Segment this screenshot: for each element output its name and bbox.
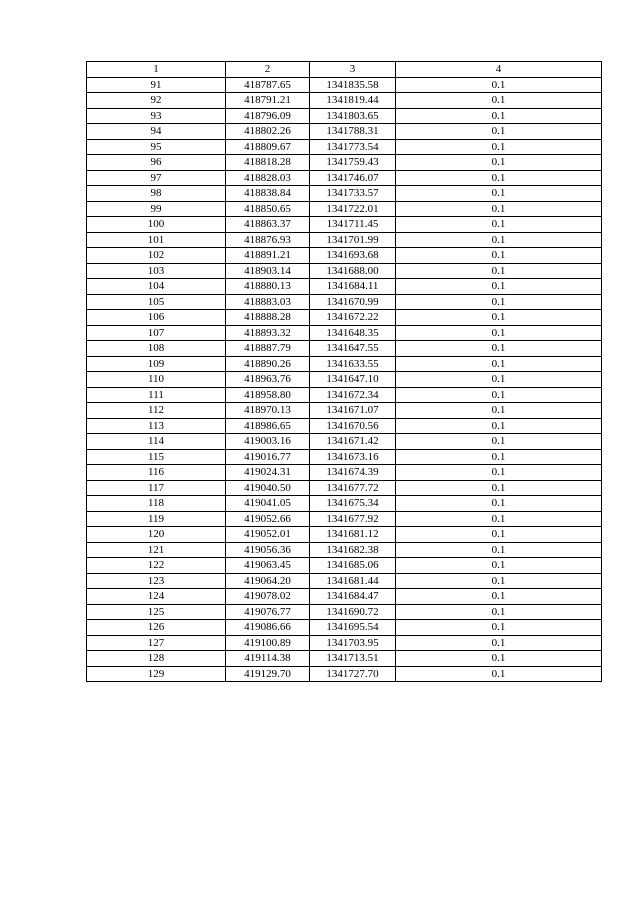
x-coordinate-cell: 418876.93 (226, 232, 310, 248)
value-cell: 0.1 (396, 465, 602, 481)
y-coordinate-cell: 1341670.56 (310, 418, 396, 434)
value-cell: 0.1 (396, 108, 602, 124)
point-number-cell: 126 (87, 620, 226, 636)
point-number-cell: 129 (87, 666, 226, 682)
x-coordinate-cell: 418903.14 (226, 263, 310, 279)
table-row (87, 155, 602, 171)
table-row (87, 356, 602, 372)
value-cell: 0.1 (396, 589, 602, 605)
value-cell: 0.1 (396, 356, 602, 372)
table-row (87, 558, 602, 574)
point-number-cell: 116 (87, 465, 226, 481)
y-coordinate-cell: 1341711.45 (310, 217, 396, 233)
point-number-cell: 123 (87, 573, 226, 589)
header-cell-2: 2 (226, 62, 310, 78)
y-coordinate-cell: 1341733.57 (310, 186, 396, 202)
point-number-cell: 94 (87, 124, 226, 140)
y-coordinate-cell: 1341648.35 (310, 325, 396, 341)
y-coordinate-cell: 1341633.55 (310, 356, 396, 372)
y-coordinate-cell: 1341647.55 (310, 341, 396, 357)
point-number-cell: 107 (87, 325, 226, 341)
x-coordinate-cell: 418890.26 (226, 356, 310, 372)
value-cell: 0.1 (396, 418, 602, 434)
table-header (87, 62, 602, 78)
header-cell-3: 3 (310, 62, 396, 78)
value-cell: 0.1 (396, 310, 602, 326)
point-number-cell: 92 (87, 93, 226, 109)
y-coordinate-cell: 1341677.92 (310, 511, 396, 527)
point-number-cell: 114 (87, 434, 226, 450)
value-cell: 0.1 (396, 124, 602, 140)
point-number-cell: 97 (87, 170, 226, 186)
x-coordinate-cell: 419076.77 (226, 604, 310, 620)
y-coordinate-cell: 1341713.51 (310, 651, 396, 667)
point-number-cell: 109 (87, 356, 226, 372)
point-number-cell: 119 (87, 511, 226, 527)
y-coordinate-cell: 1341701.99 (310, 232, 396, 248)
value-cell: 0.1 (396, 527, 602, 543)
value-cell: 0.1 (396, 620, 602, 636)
value-cell: 0.1 (396, 93, 602, 109)
point-number-cell: 104 (87, 279, 226, 295)
table-row (87, 589, 602, 605)
header-cell-4: 4 (396, 62, 602, 78)
x-coordinate-cell: 418888.28 (226, 310, 310, 326)
table-row (87, 480, 602, 496)
point-number-cell: 122 (87, 558, 226, 574)
value-cell: 0.1 (396, 496, 602, 512)
point-number-cell: 121 (87, 542, 226, 558)
table-row (87, 93, 602, 109)
table-row (87, 139, 602, 155)
x-coordinate-cell: 418791.21 (226, 93, 310, 109)
point-number-cell: 110 (87, 372, 226, 388)
value-cell: 0.1 (396, 372, 602, 388)
y-coordinate-cell: 1341682.38 (310, 542, 396, 558)
point-number-cell: 102 (87, 248, 226, 264)
y-coordinate-cell: 1341759.43 (310, 155, 396, 171)
x-coordinate-cell: 418963.76 (226, 372, 310, 388)
x-coordinate-cell: 418796.09 (226, 108, 310, 124)
value-cell: 0.1 (396, 511, 602, 527)
x-coordinate-cell: 418970.13 (226, 403, 310, 419)
table-row (87, 124, 602, 140)
x-coordinate-cell: 418838.84 (226, 186, 310, 202)
value-cell: 0.1 (396, 666, 602, 682)
x-coordinate-cell: 419078.02 (226, 589, 310, 605)
table-row (87, 279, 602, 295)
point-number-cell: 105 (87, 294, 226, 310)
point-number-cell: 111 (87, 387, 226, 403)
value-cell: 0.1 (396, 294, 602, 310)
value-cell: 0.1 (396, 635, 602, 651)
point-number-cell: 106 (87, 310, 226, 326)
x-coordinate-cell: 418958.80 (226, 387, 310, 403)
x-coordinate-cell: 418818.28 (226, 155, 310, 171)
table-row (87, 449, 602, 465)
point-number-cell: 112 (87, 403, 226, 419)
value-cell: 0.1 (396, 558, 602, 574)
header-cell-1: 1 (87, 62, 226, 78)
value-cell: 0.1 (396, 341, 602, 357)
value-cell: 0.1 (396, 480, 602, 496)
table-row (87, 217, 602, 233)
table-row (87, 263, 602, 279)
value-cell: 0.1 (396, 186, 602, 202)
point-number-cell: 100 (87, 217, 226, 233)
y-coordinate-cell: 1341671.42 (310, 434, 396, 450)
table-row (87, 542, 602, 558)
point-number-cell: 101 (87, 232, 226, 248)
table-row (87, 604, 602, 620)
value-cell: 0.1 (396, 232, 602, 248)
x-coordinate-cell: 419052.01 (226, 527, 310, 543)
table-row (87, 403, 602, 419)
x-coordinate-cell: 418802.26 (226, 124, 310, 140)
coordinates-table (86, 61, 602, 682)
value-cell: 0.1 (396, 77, 602, 93)
point-number-cell: 115 (87, 449, 226, 465)
y-coordinate-cell: 1341672.34 (310, 387, 396, 403)
y-coordinate-cell: 1341672.22 (310, 310, 396, 326)
table-row (87, 635, 602, 651)
x-coordinate-cell: 419052.66 (226, 511, 310, 527)
table-row (87, 201, 602, 217)
table-row (87, 310, 602, 326)
x-coordinate-cell: 418883.03 (226, 294, 310, 310)
y-coordinate-cell: 1341677.72 (310, 480, 396, 496)
y-coordinate-cell: 1341803.65 (310, 108, 396, 124)
x-coordinate-cell: 419063.45 (226, 558, 310, 574)
y-coordinate-cell: 1341684.47 (310, 589, 396, 605)
y-coordinate-cell: 1341670.99 (310, 294, 396, 310)
point-number-cell: 93 (87, 108, 226, 124)
y-coordinate-cell: 1341673.16 (310, 449, 396, 465)
table-row (87, 465, 602, 481)
y-coordinate-cell: 1341788.31 (310, 124, 396, 140)
y-coordinate-cell: 1341647.10 (310, 372, 396, 388)
x-coordinate-cell: 419003.16 (226, 434, 310, 450)
value-cell: 0.1 (396, 170, 602, 186)
table-row (87, 232, 602, 248)
x-coordinate-cell: 419064.20 (226, 573, 310, 589)
point-number-cell: 98 (87, 186, 226, 202)
x-coordinate-cell: 419040.50 (226, 480, 310, 496)
point-number-cell: 127 (87, 635, 226, 651)
value-cell: 0.1 (396, 604, 602, 620)
table-row (87, 372, 602, 388)
point-number-cell: 124 (87, 589, 226, 605)
value-cell: 0.1 (396, 403, 602, 419)
table-row (87, 434, 602, 450)
header-row (87, 62, 602, 78)
table-row (87, 651, 602, 667)
x-coordinate-cell: 418891.21 (226, 248, 310, 264)
table-row (87, 170, 602, 186)
point-number-cell: 103 (87, 263, 226, 279)
point-number-cell: 113 (87, 418, 226, 434)
table-row (87, 418, 602, 434)
value-cell: 0.1 (396, 542, 602, 558)
table-row (87, 325, 602, 341)
table-row (87, 496, 602, 512)
table-row (87, 620, 602, 636)
value-cell: 0.1 (396, 387, 602, 403)
x-coordinate-cell: 418887.79 (226, 341, 310, 357)
value-cell: 0.1 (396, 248, 602, 264)
y-coordinate-cell: 1341688.00 (310, 263, 396, 279)
table-row (87, 527, 602, 543)
table-row (87, 186, 602, 202)
value-cell: 0.1 (396, 155, 602, 171)
table-row (87, 573, 602, 589)
table-row (87, 77, 602, 93)
table-row (87, 108, 602, 124)
x-coordinate-cell: 419056.36 (226, 542, 310, 558)
y-coordinate-cell: 1341684.11 (310, 279, 396, 295)
x-coordinate-cell: 418986.65 (226, 418, 310, 434)
table-row (87, 387, 602, 403)
x-coordinate-cell: 418809.67 (226, 139, 310, 155)
x-coordinate-cell: 418850.65 (226, 201, 310, 217)
y-coordinate-cell: 1341681.12 (310, 527, 396, 543)
y-coordinate-cell: 1341819.44 (310, 93, 396, 109)
y-coordinate-cell: 1341746.07 (310, 170, 396, 186)
x-coordinate-cell: 419100.89 (226, 635, 310, 651)
table-row (87, 666, 602, 682)
point-number-cell: 120 (87, 527, 226, 543)
value-cell: 0.1 (396, 263, 602, 279)
table-row (87, 511, 602, 527)
value-cell: 0.1 (396, 434, 602, 450)
y-coordinate-cell: 1341695.54 (310, 620, 396, 636)
y-coordinate-cell: 1341722.01 (310, 201, 396, 217)
y-coordinate-cell: 1341671.07 (310, 403, 396, 419)
x-coordinate-cell: 418787.65 (226, 77, 310, 93)
table-row (87, 341, 602, 357)
value-cell: 0.1 (396, 325, 602, 341)
value-cell: 0.1 (396, 217, 602, 233)
x-coordinate-cell: 419114.38 (226, 651, 310, 667)
y-coordinate-cell: 1341685.06 (310, 558, 396, 574)
point-number-cell: 128 (87, 651, 226, 667)
y-coordinate-cell: 1341835.58 (310, 77, 396, 93)
point-number-cell: 118 (87, 496, 226, 512)
x-coordinate-cell: 418828.03 (226, 170, 310, 186)
value-cell: 0.1 (396, 449, 602, 465)
y-coordinate-cell: 1341674.39 (310, 465, 396, 481)
x-coordinate-cell: 419016.77 (226, 449, 310, 465)
value-cell: 0.1 (396, 573, 602, 589)
value-cell: 0.1 (396, 201, 602, 217)
point-number-cell: 96 (87, 155, 226, 171)
x-coordinate-cell: 419086.66 (226, 620, 310, 636)
x-coordinate-cell: 418863.37 (226, 217, 310, 233)
value-cell: 0.1 (396, 139, 602, 155)
y-coordinate-cell: 1341693.68 (310, 248, 396, 264)
value-cell: 0.1 (396, 651, 602, 667)
point-number-cell: 99 (87, 201, 226, 217)
x-coordinate-cell: 419041.05 (226, 496, 310, 512)
y-coordinate-cell: 1341690.72 (310, 604, 396, 620)
point-number-cell: 125 (87, 604, 226, 620)
table-body (87, 77, 602, 682)
table-row (87, 248, 602, 264)
table-row (87, 294, 602, 310)
value-cell: 0.1 (396, 279, 602, 295)
x-coordinate-cell: 418880.13 (226, 279, 310, 295)
x-coordinate-cell: 419024.31 (226, 465, 310, 481)
y-coordinate-cell: 1341675.34 (310, 496, 396, 512)
x-coordinate-cell: 419129.70 (226, 666, 310, 682)
point-number-cell: 117 (87, 480, 226, 496)
y-coordinate-cell: 1341681.44 (310, 573, 396, 589)
y-coordinate-cell: 1341703.95 (310, 635, 396, 651)
x-coordinate-cell: 418893.32 (226, 325, 310, 341)
y-coordinate-cell: 1341773.54 (310, 139, 396, 155)
point-number-cell: 95 (87, 139, 226, 155)
point-number-cell: 91 (87, 77, 226, 93)
y-coordinate-cell: 1341727.70 (310, 666, 396, 682)
point-number-cell: 108 (87, 341, 226, 357)
